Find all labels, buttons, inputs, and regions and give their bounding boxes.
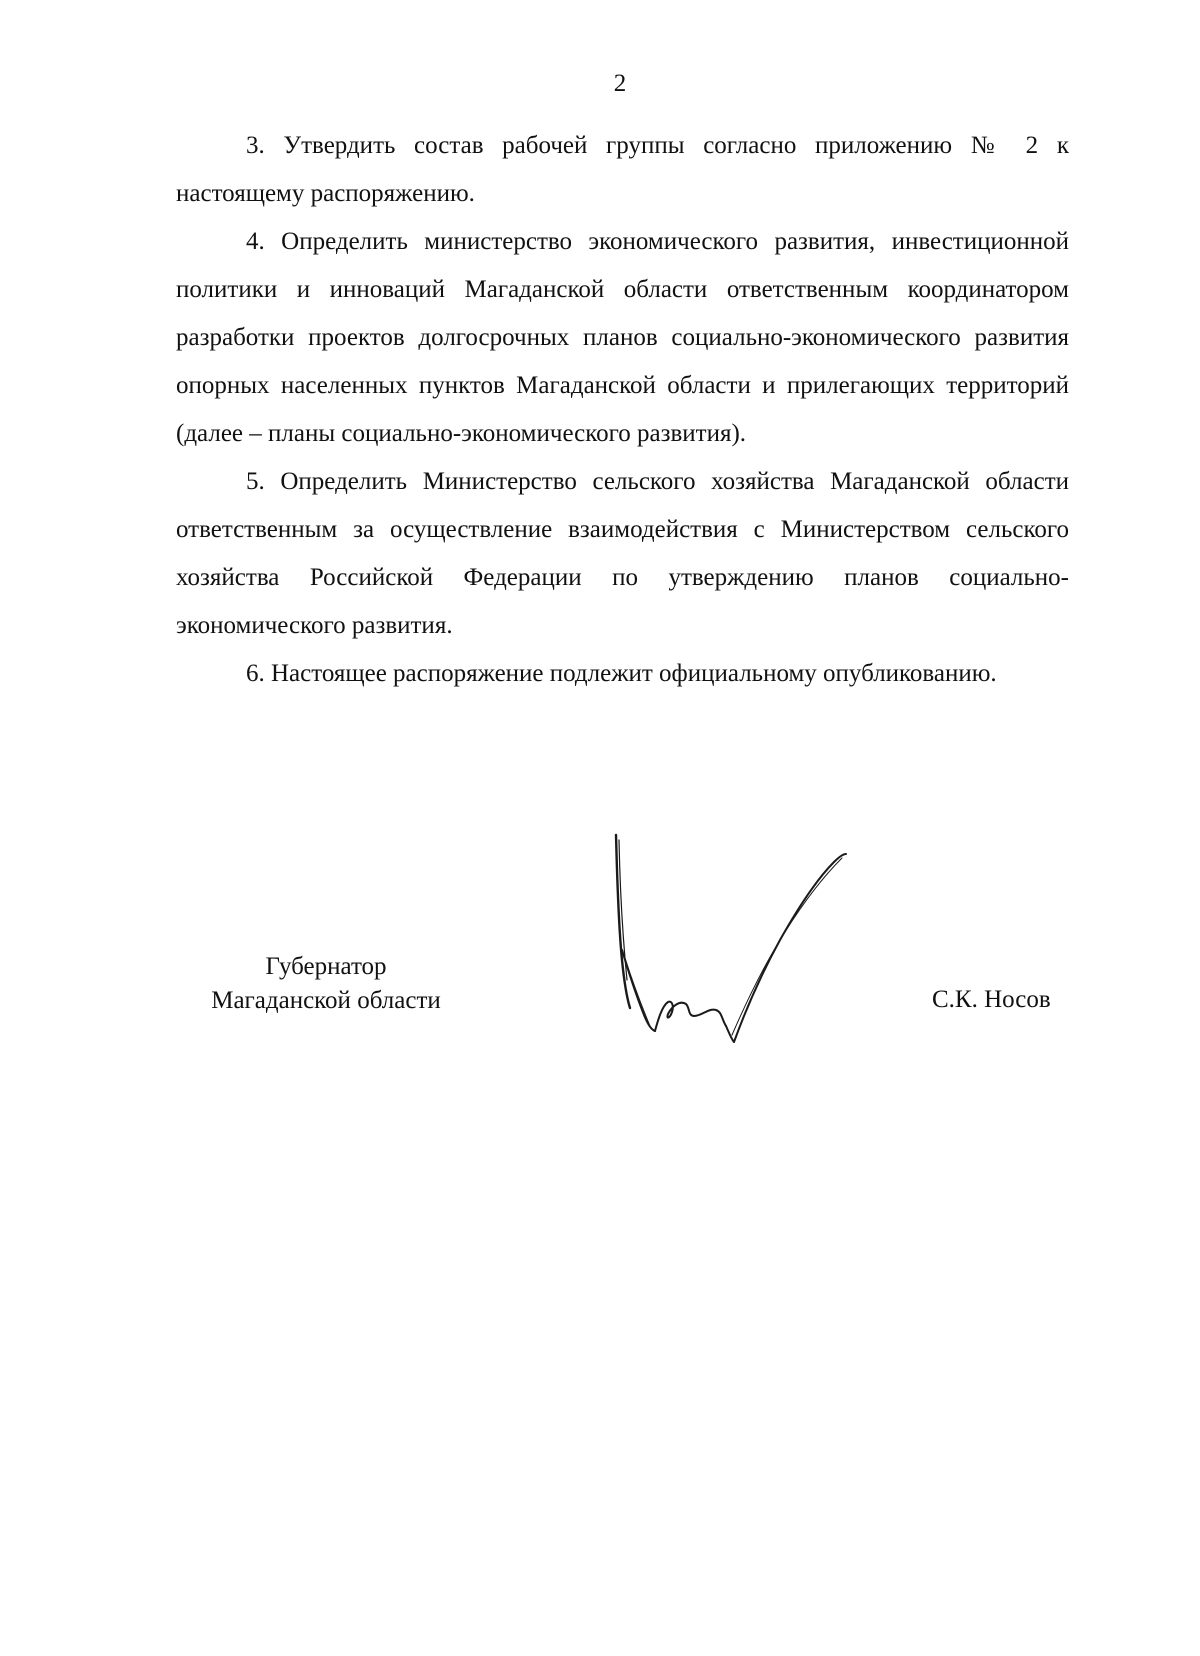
paragraph-4: 4. Определить министерство экономического развития, инвестиционной политики и инноваций Магаданской области ответственным координатором разработки проектов долгосрочных планов социально-экономического развития опорных населенных пунктов Магаданской области и прилегающих территорий (далее – планы социально-экономического развития). bbox=[176, 228, 1069, 447]
signer-name: С.К. Носов bbox=[932, 986, 1051, 1013]
document-body bbox=[176, 122, 1069, 698]
page-number: 2 bbox=[613, 70, 627, 97]
paragraph-5: 5. Определить Министерство сельского хозяйства Магаданской области ответственным за осуществление взаимодействия с Министерством сельского хозяйства Российской Федерации по утверждению планов социально-экономического развития. bbox=[176, 468, 1069, 639]
signatory-title-line2: Магаданской области bbox=[211, 987, 441, 1014]
paragraph-3: 3. Утвердить состав рабочей группы согласно приложению № 2 к настоящему распоряжению. bbox=[176, 132, 1069, 207]
signatory-title bbox=[176, 950, 476, 1018]
handwritten-signature bbox=[610, 830, 870, 1060]
signatory-title-line1: Губернатор bbox=[265, 953, 387, 980]
paragraph-6: 6. Настоящее распоряжение подлежит официальному опубликованию. bbox=[246, 660, 997, 687]
